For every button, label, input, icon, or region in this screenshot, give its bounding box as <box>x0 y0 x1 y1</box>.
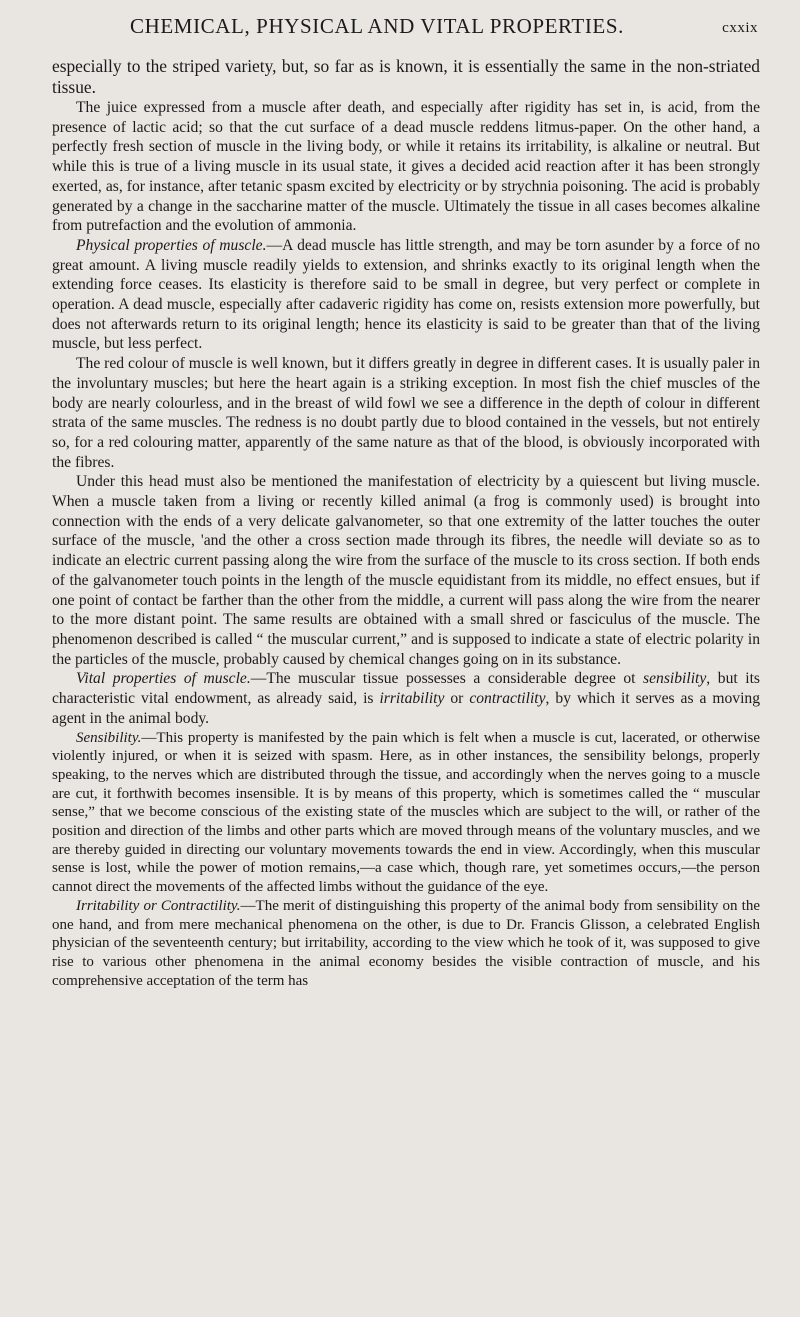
paragraph-text: especially to the striped variety, but, so far as is known, it is essentially the same in the non-striated tissue. <box>52 56 760 97</box>
section-heading: Vital properties of muscle. <box>76 670 251 688</box>
paragraph-text: —The merit of distinguishing this property of the animal body from sensibility on the one hand, and from mere mechanical phenomena on the other, is due to Dr. Francis Glisson, a celebrated English physician of the seventeenth century; but irritability, according to the view which he took of it, was supposed to give rise to various other phenomena in the animal economy besides the visible contraction of muscle, and his comprehensive acceptation of the term has <box>52 897 760 989</box>
emphasis-term: sensibility <box>643 670 707 688</box>
section-heading: Physical properties of muscle. <box>76 236 267 254</box>
paragraph-text: Under this head must also be mentioned the manifestation of electricity by a quiescent but living muscle. When a muscle taken from a living or recently killed animal (a frog is commonly used) is brought into connection with the ends of a very delicate galvanometer, so that one extremity of the latter touches the outer surface of the muscle, 'and the other a cross section made through its fibres, the needle will deviate so as to indicate an electric current passing along the wire from the surface of the muscle to its cross section. If both ends of the galvanometer touch points in the length of the muscle equidistant from its middle, no effect ensues, but if one point of contact be farther than the other from the middle, a current will pass along the wire from the nearer to the more distant point. The same results are obtained with a small shred or fasciculus of the muscle. The phenomenon described is called “ the muscular current,” and is supposed to indicate a state of electric polarity in the particles of the muscle, probably caused by chemical changes going on in its substance. <box>52 473 760 668</box>
running-head <box>52 6 760 42</box>
paragraph-text: or <box>444 690 470 708</box>
section-heading: Sensibility. <box>76 729 142 746</box>
paragraph-text: The red colour of muscle is well known, but it differs greatly in degree in different cases. It is usually paler in the involuntary muscles; but here the heart again is a striking exception. In most fish the chief muscles of the body are nearly colourless, and in the breast of wild fowl we see a difference in the depth of colour in different strata of the same muscles. The redness is no doubt partly due to blood contained in the vessels, but not entirely so, for a red colouring matter, apparently of the same nature as that of the blood, is obviously incorporated with the fibres. <box>52 355 760 471</box>
paragraph-vital-properties <box>52 669 760 728</box>
emphasis-term: irritability <box>379 690 445 708</box>
paragraph-text: , but its characteristic vital endowment, as already said, is <box>52 670 761 708</box>
paragraph-electricity <box>52 472 760 669</box>
paragraph-sensibility <box>52 729 760 897</box>
page-number: cxxix <box>722 20 758 36</box>
paragraph-physical-properties <box>52 236 760 354</box>
paragraph-irritability <box>52 897 760 991</box>
paragraph-text: —The muscular tissue possesses a considerable degree ot <box>250 670 644 688</box>
section-heading: Irritability or Contractility. <box>76 897 241 914</box>
running-title: CHEMICAL, PHYSICAL AND VITAL PROPERTIES. <box>130 14 624 38</box>
body-text <box>52 56 760 990</box>
emphasis-term: contractility <box>469 690 546 708</box>
paragraph-red-colour <box>52 354 760 472</box>
paragraph-text: , by which it serves as a moving agent in the animal body. <box>52 690 761 727</box>
paragraph-continuation <box>52 56 760 98</box>
paragraph-text: The juice expressed from a muscle after death, and especially after rigidity has set in, is acid, from the presence of lactic acid; so that the cut surface of a dead muscle reddens litmus-paper. On the other hand, a perfectly fresh section of muscle in the living body, or while it retains its irritability, is alkaline or neutral. But while this is true of a living muscle in its usual state, it gives a decided acid reaction after it has been strongly exerted, as, for instance, after tetanic spasm excited by electricity or by strychnia poisoning. The acid is probably generated by a change in the saccharine matter of the muscle. Ultimately the tissue in all cases becomes alkaline from putrefaction and the evolution of ammonia. <box>52 99 760 235</box>
paragraph-text: —A dead muscle has little strength, and may be torn asunder by a force of no great amount. A living muscle readily yields to extension, and shrinks exactly to its original length when the extending force ceases. Its elasticity is therefore said to be small in degree, but very perfect or complete in operation. A dead muscle, especially after cadaveric rigidity has come on, resists extension more powerfully, but does not afterwards return to its original length; hence its elasticity is said to be greater than that of the living muscle, but less perfect. <box>52 236 760 353</box>
paragraph-acidity <box>52 98 760 236</box>
paragraph-text: —This property is manifested by the pain which is felt when a muscle is cut, lacerated, or otherwise violently injured, or when it is seized with spasm. Here, as in other instances, the sensibility belongs, properly speaking, to the nerves which are distributed through the tissue, and accordingly when the nerves going to a muscle are cut, it forthwith becomes insensible. It is by means of this property, which is sometimes called the “ muscular sense,” that we become conscious of the existing state of the muscles which are subject to the will, or rather of the position and direction of the limbs and other parts which are moved through means of the voluntary muscles, and we are thereby guided in directing our voluntary movements towards the end in view. Accordingly, when this muscular sense is lost, while the power of motion remains,—a case which, though rare, yet sometimes occurs,—the person cannot direct the movements of the affected limbs without the guidance of the eye. <box>52 729 760 896</box>
